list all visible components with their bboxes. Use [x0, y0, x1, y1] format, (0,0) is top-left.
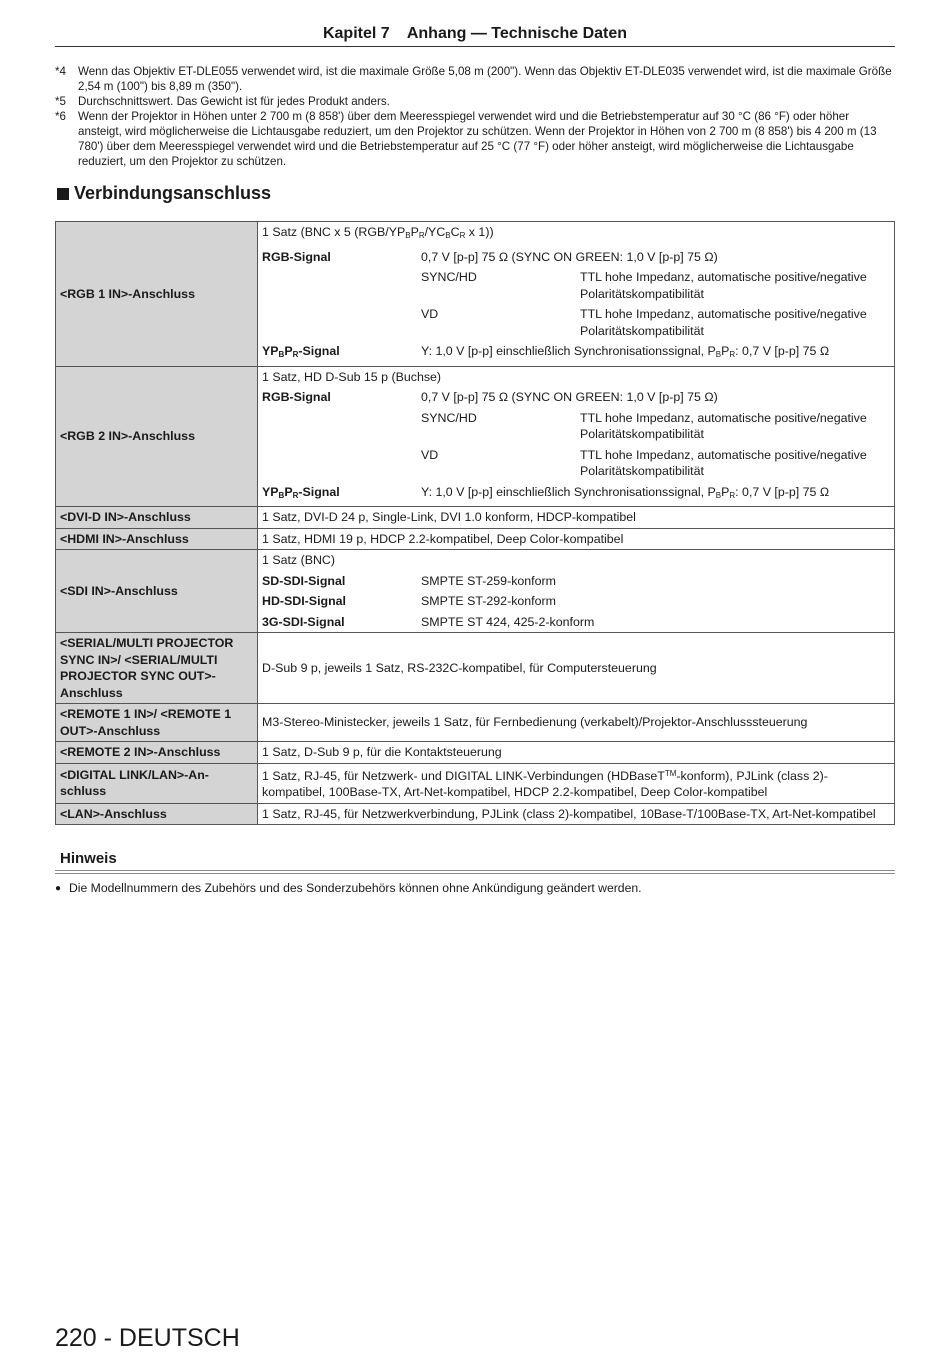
vd-value: TTL hohe Impedanz, automatische positive/negative Polaritätskompatibilität: [580, 447, 867, 478]
signal-value: Y: 1,0 V [p-p] einschließlich Synchronisationssignal, $P_BP_R$: 0,7 V [p-p] 75 Ω: [421, 484, 830, 500]
signal-label: RGB-Signal: [262, 390, 331, 404]
signal-label: $YP_BP_R$-Signal: [262, 344, 340, 359]
connection-spec-table: [55, 221, 895, 825]
rgb2-intro: 1 Satz, HD D-Sub 15 p (Buchse): [262, 369, 442, 384]
table-row: [56, 704, 895, 742]
row-label: <SERIAL/MULTI PROJECTOR SYNC IN>/ <SERIAL/MULTI PROJECTOR SYNC OUT>-Anschluss: [56, 633, 258, 704]
signal-label: HD-SDI-Signal: [262, 594, 346, 608]
signal-value: Y: 1,0 V [p-p] einschließlich Synchronisationssignal, $P_BP_R$: 0,7 V [p-p] 75 Ω: [421, 344, 830, 359]
row-value: 1 Satz, RJ-45, für Netzwerkverbindung, PJLink (class 2)-kompatibel, 10Base-T/100Base-TX, Art-Net-kompatibel: [258, 803, 895, 825]
sync-value: TTL hohe Impedanz, automatische positive/negative Polaritätskompatibilität: [580, 270, 867, 301]
table-row: [56, 803, 895, 825]
sdi-intro: 1 Satz (BNC): [262, 553, 335, 567]
chapter-header: Kapitel 7 Anhang — Technische Daten: [55, 25, 895, 47]
row-label: <RGB 2 IN>-Anschluss: [56, 366, 258, 507]
row-value: [258, 550, 895, 633]
bullet-icon: ●: [55, 883, 62, 894]
row-value: [258, 366, 895, 507]
footnote-mark: *6: [55, 110, 66, 123]
row-label: <DVI-D IN>-Anschluss: [56, 507, 258, 529]
vd-label: VD: [421, 307, 439, 321]
row-value: 1 Satz, HDMI 19 p, HDCP 2.2-kompatibel, Deep Color-kompatibel: [258, 528, 895, 550]
table-row: [56, 550, 895, 633]
page: [55, 0, 895, 897]
footnote-text: Wenn der Projektor in Höhen unter 2 700 m (8 858') über dem Meeresspiegel verwendet wird und die Betriebstemperatur auf 30 °C (86 °F) oder höher ansteigt, wird möglicherweise die Lichtausgabe reduziert, um den Projektor zu schützen. Wenn der Projektor in Höhen von 2 700 m (8 858') bis 4 200 m (13 780') über dem Meeresspiegel verwendet wird und die Betriebstemperatur auf 25 °C (77 °F) oder höher ansteigt, wird möglicherweise die Lichtausgabe reduziert, um den Projektor zu schützen.: [78, 110, 877, 168]
row-label: <RGB 1 IN>-Anschluss: [56, 222, 258, 367]
row-value: [258, 222, 895, 367]
signal-value: SMPTE ST 424, 425-2-konform: [421, 614, 595, 629]
section-title-text: Verbindungsanschluss: [74, 183, 272, 203]
footnote-text: Wenn das Objektiv ET-DLE055 verwendet wird, ist die maximale Größe 5,08 m (200"). Wenn das Objektiv ET-DLE035 verwendet wird, ist die maximale Größe 2,54 m (100") bis 8,89 m (350").: [78, 65, 892, 93]
section-title: [55, 183, 895, 204]
row-value: 1 Satz, RJ-45, für Netzwerk- und DIGITAL LINK-Verbindungen (HDBaseT™-konform), PJLink (class 2)-kompatibel, 100Base-TX, Art-Net-kompatibel, HDCP 2.2-kompatibel, Deep Color-kompatibel: [258, 763, 895, 803]
vd-label: VD: [421, 447, 439, 462]
square-bullet-icon: [57, 188, 69, 200]
footnote-4: [55, 64, 895, 94]
signal-label: $YP_BP_R$-Signal: [262, 484, 340, 500]
sync-value: TTL hohe Impedanz, automatische positive/negative Polaritätskompatibilität: [580, 410, 867, 441]
row-label: <LAN>-Anschluss: [56, 803, 258, 825]
row-label: <HDMI IN>-Anschluss: [56, 528, 258, 550]
page-footer: 220 - DEUTSCH: [55, 1324, 240, 1352]
footnote-text: Durchschnittswert. Das Gewicht ist für jedes Produkt anders.: [78, 95, 390, 108]
signal-value: SMPTE ST-292-konform: [421, 594, 556, 608]
sync-label: SYNC/HD: [421, 270, 477, 284]
table-row: [56, 742, 895, 764]
table-row: [56, 507, 895, 529]
signal-value: SMPTE ST-259-konform: [421, 573, 556, 588]
hinweis-item: [55, 881, 895, 897]
signal-label: RGB-Signal: [262, 249, 331, 264]
table-row: [56, 366, 895, 507]
table-row: [56, 763, 895, 803]
table-row: [56, 528, 895, 550]
hinweis-heading: Hinweis: [55, 850, 895, 874]
row-value: 1 Satz, D-Sub 9 p, für die Kontaktsteuerung: [258, 742, 895, 764]
row-label: <REMOTE 1 IN>/ <REMOTE 1 OUT>-Anschluss: [56, 704, 258, 742]
row-label: <DIGITAL LINK/LAN>-An-schluss: [56, 763, 258, 803]
table-row: [56, 633, 895, 704]
signal-label: SD-SDI-Signal: [262, 573, 346, 588]
sync-label: SYNC/HD: [421, 410, 477, 425]
footnotes: [55, 64, 895, 169]
footnote-mark: *4: [55, 65, 66, 78]
vd-value: TTL hohe Impedanz, automatische positive/negative Polaritätskompatibilität: [580, 307, 867, 338]
rgb1-intro: 1 Satz (BNC x 5 ($RGB/YP_BP_R/YC_BC_R$ x 1)): [262, 225, 494, 240]
footnote-5: [55, 94, 895, 109]
row-label: <SDI IN>-Anschluss: [56, 550, 258, 633]
signal-label: 3G-SDI-Signal: [262, 614, 345, 629]
footnote-mark: *5: [55, 95, 66, 108]
row-label: <REMOTE 2 IN>-Anschluss: [56, 742, 258, 764]
table-row: [56, 222, 895, 367]
signal-value: 0,7 V [p-p] 75 Ω (SYNC ON GREEN: 1,0 V [p-p] 75 Ω): [421, 390, 718, 404]
hinweis-text: Die Modellnummern des Zubehörs und des Sonderzubehörs können ohne Ankündigung geändert werden.: [69, 881, 642, 895]
row-value: 1 Satz, DVI-D 24 p, Single-Link, DVI 1.0 konform, HDCP-kompatibel: [258, 507, 895, 529]
footnote-6: [55, 109, 895, 169]
row-value: D-Sub 9 p, jeweils 1 Satz, RS-232C-kompatibel, für Computersteuerung: [258, 633, 895, 704]
signal-value: 0,7 V [p-p] 75 Ω (SYNC ON GREEN: 1,0 V [p-p] 75 Ω): [421, 249, 718, 264]
row-value: M3-Stereo-Ministecker, jeweils 1 Satz, für Fernbedienung (verkabelt)/Projektor-Anschlusssteuerung: [258, 704, 895, 742]
